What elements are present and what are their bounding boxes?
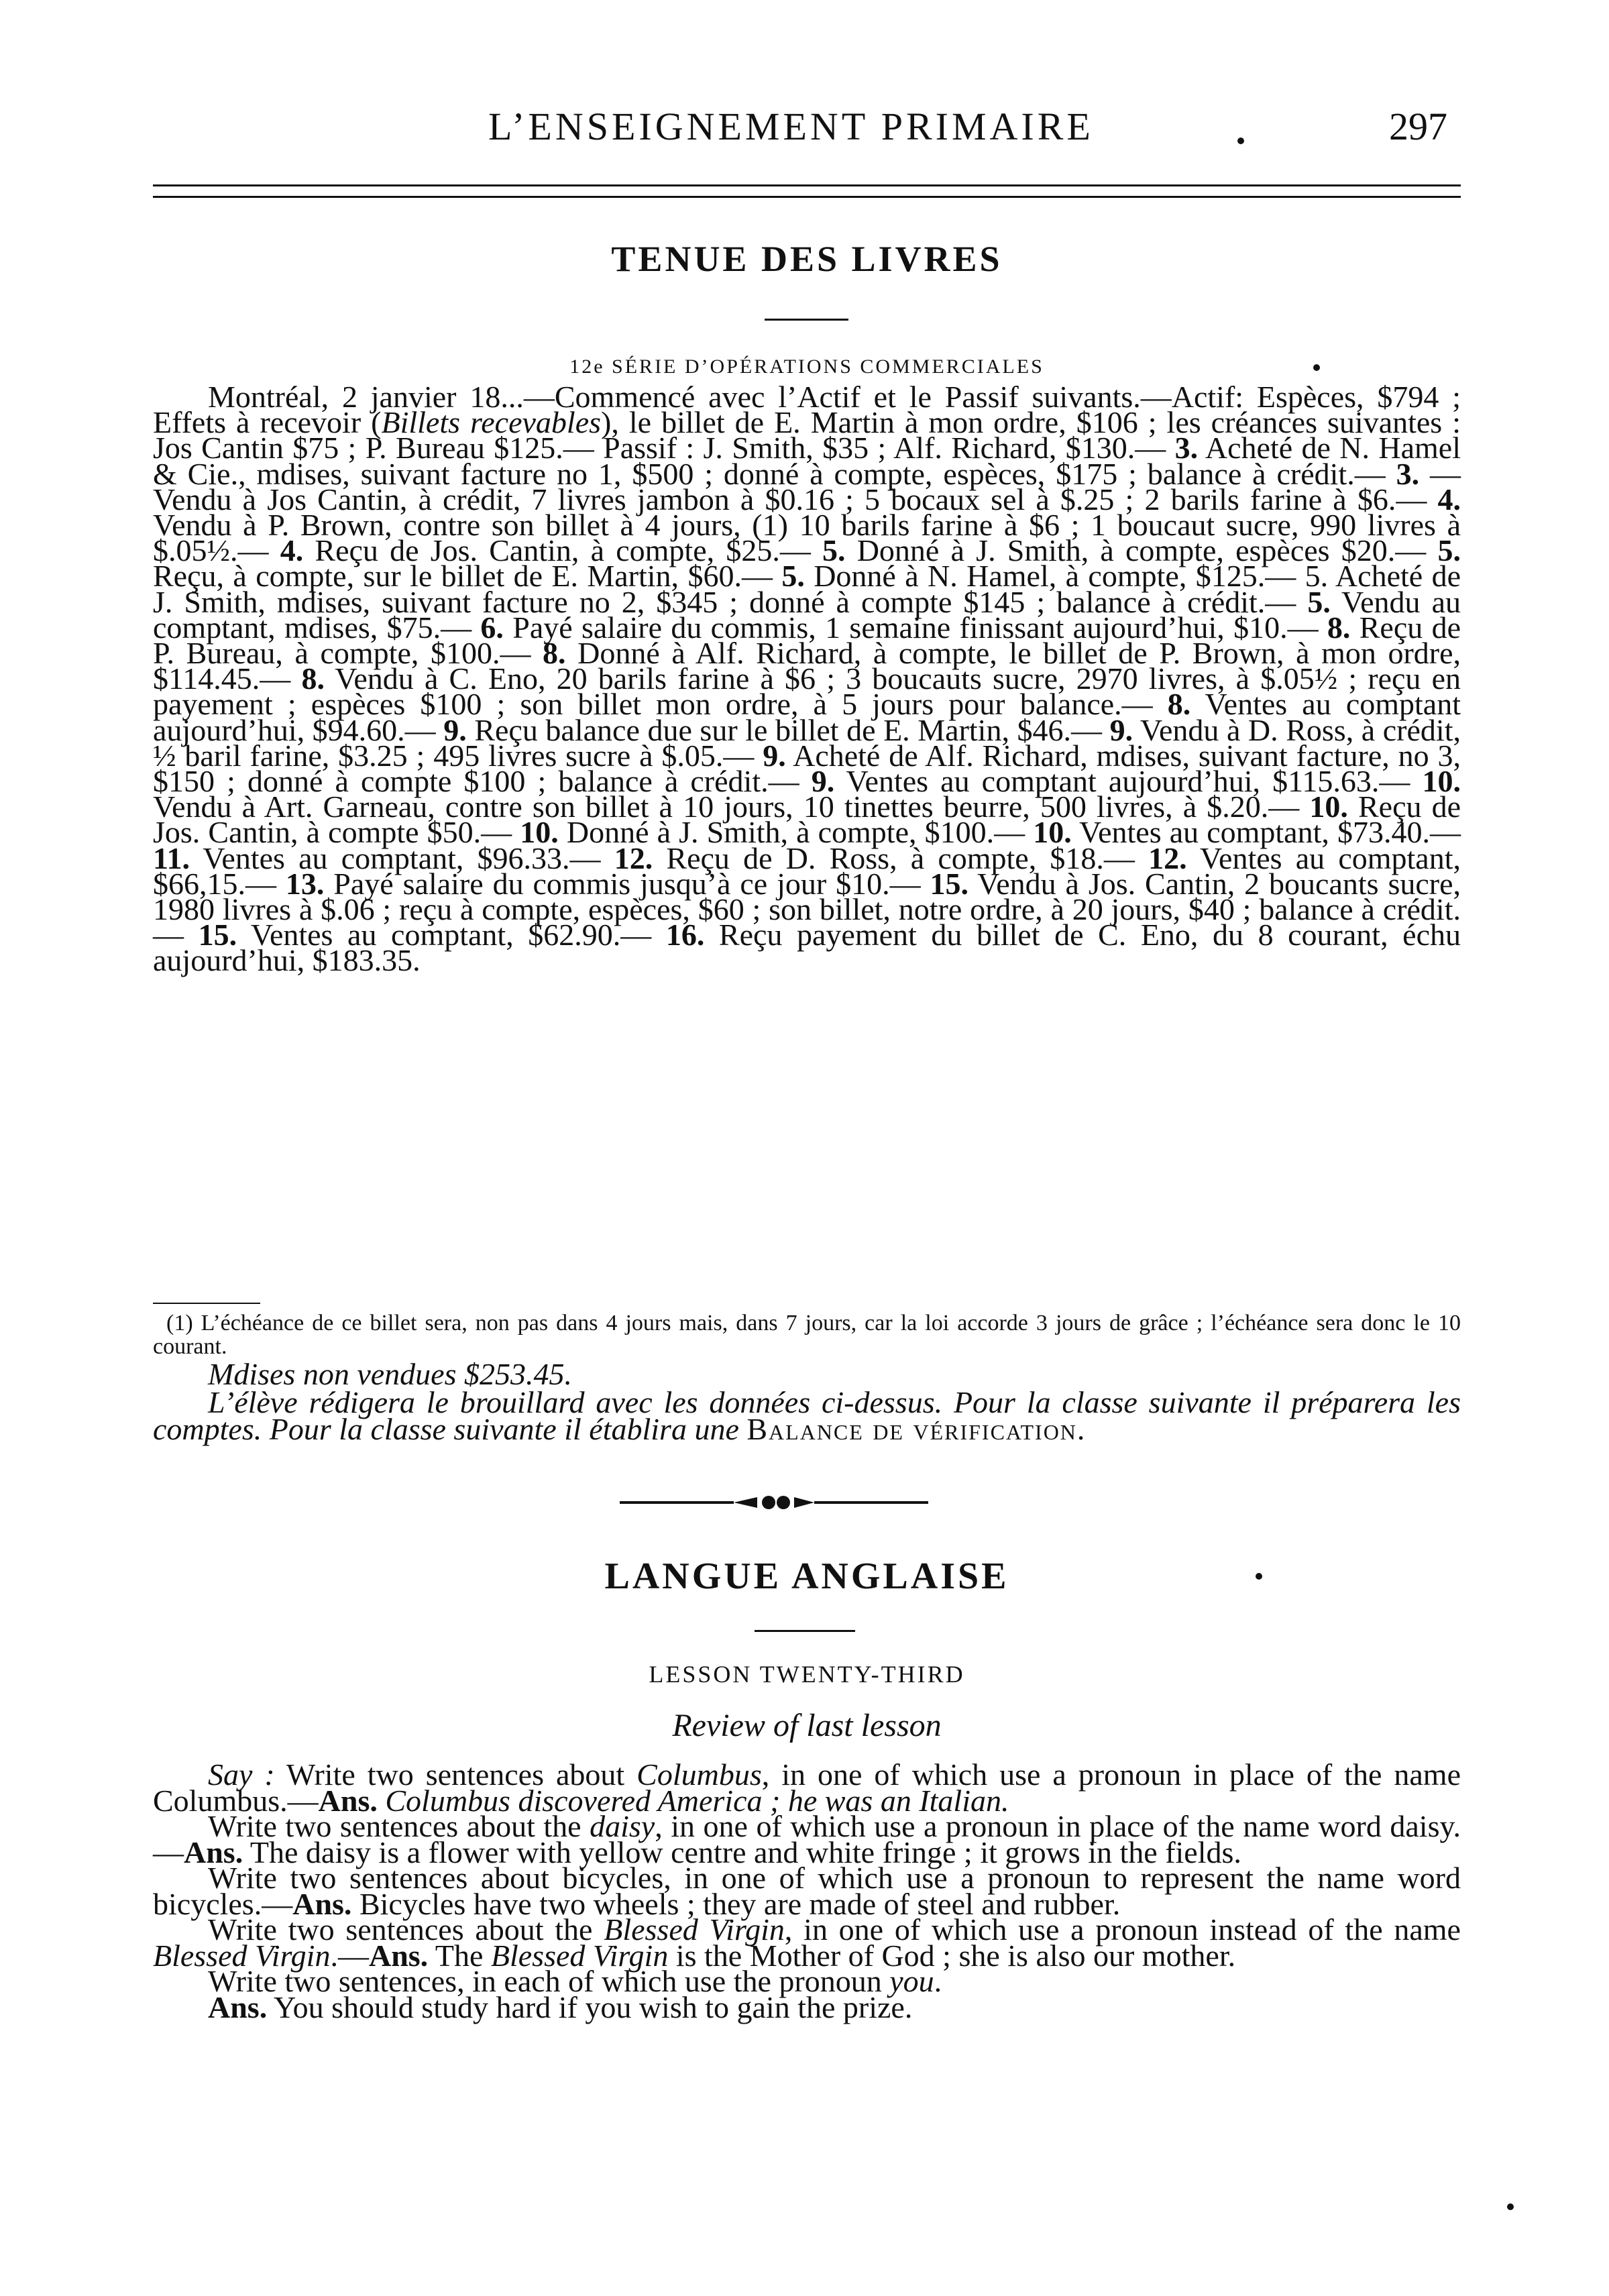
bold-run: 3. [1174, 431, 1199, 466]
bold-run: 12. [614, 840, 653, 875]
bold-run: 10. [1309, 789, 1348, 824]
bold-run: 10. [1422, 764, 1461, 799]
bold-run: 6. [480, 610, 504, 645]
bold-run: 3. [1396, 456, 1420, 491]
lesson-caption: LESSON TWENTY-THIRD [649, 1661, 965, 1688]
series-dot [1313, 364, 1320, 371]
bold-run: 9. [763, 738, 786, 773]
bold-run: Ans. [318, 1783, 378, 1818]
lesson-paragraph: Write two sentences about bicycles, in one of which use a pronoun to represent the name word bicycles.—Ans. Bicycles have two wheels ; they are made of steel and rubber. [153, 1861, 1461, 1921]
bold-run: 5. [781, 559, 805, 594]
section-ornament [620, 1492, 928, 1513]
italic-run: Billets recevables [381, 405, 602, 440]
title-rule-langue [755, 1630, 855, 1632]
lesson-body [153, 1757, 1461, 2024]
italic-run: Say : [208, 1757, 275, 1792]
italic-run: daisy [590, 1809, 655, 1843]
bold-run: Ans. [184, 1835, 243, 1869]
margin-dot [1507, 2203, 1514, 2210]
instruction-italic: L’élève rédigera le brouillard avec les données ci-dessus. Pour la classe suivante il préparera les comptes. Pour la classe suivante il établira une [153, 1385, 1461, 1446]
bold-run: 15. [198, 918, 237, 952]
bold-run: 9. [1109, 712, 1133, 747]
instruction-caps: Balance de vérification. [746, 1412, 1087, 1446]
bold-run: 9. [443, 712, 467, 747]
title-rule-tenue [765, 319, 848, 321]
italic-run: Blessed Virgin [153, 1938, 331, 1973]
bold-run: 5. [822, 533, 846, 568]
tenue-paragraph: Montréal, 2 janvier 18...—Commencé avec l’Actif et le Passif suivants.—Actif: Espèces, $794 ; Effets à recevoir (Billets recevables), le billet de E. Martin à mon ordre, $106 ; les créances suivantes : Jos Cantin $75 ; P. Bureau $125.— Passif : J. Smith, $35 ; Alf. Richard, $130.— 3. Acheté de N. Hamel & Cie., mdises, suivant facture no 1, $500 ; donné à compte, espèces, $175 ; balance à crédit.— 3. — Vendu à Jos Cantin, à crédit, 7 livres jambon à $0.16 ; 5 bocaux sel à $.25 ; 2 barils farine à $6.— 4. Vendu à P. Brown, contre son billet à 4 jours, (1) 10 barils farine à $6 ; 1 boucaut sucre, 990 livres à $.05½.— 4. Reçu de Jos. Cantin, à compte, $25.— 5. Donné à J. Smith, à compte, espèces $20.— 5. Reçu, à compte, sur le billet de E. Martin, $60.— 5. Donné à N. Hamel, à compte, $125.— 5. Acheté de J. Smith, mdises, suivant facture no 2, $345 ; donné à compte $145 ; balance à crédit.— 5. Vendu au comptant, mdises, $75.— 6. Payé salaire du commis, 1 semaine finissant aujourd’hui, $10.— 8. Reçu de P. Bureau, à compte, $100.— 8. Donné à Alf. Richard, à compte, le billet de P. Brown, à mon ordre, $114.45.— 8. Vendu à C. Eno, 20 barils farine à $6 ; 3 boucauts sucre, 2970 livres, à $.05½ ; reçu en payement ; espèces $100 ; son billet mon ordre, à 5 jours pour balance.— 8. Ventes au comptant aujourd’hui, $94.60.— 9. Reçu balance due sur le billet de E. Martin, $46.— 9. Vendu à D. Ross, à crédit, ½ baril farine, $3.25 ; 495 livres sucre à $.05.— 9. Acheté de Alf. Richard, mdises, suivant facture, no 3, $150 ; donné à compte $100 ; balance à crédit.— 9. Ventes au comptant aujourd’hui, $115.63.— 10. Vendu à Art. Garneau, contre son billet à 10 jours, 10 tinettes beurre, 500 livres, à $.20.— 10. Reçu de Jos. Cantin, à compte $50.— 10. Donné à J. Smith, à compte, $100.— 10. Ventes au comptant, $73.40.— 11. Ventes au comptant, $96.33.— 12. Reçu de D. Ross, à compte, $18.— 12. Ventes au comptant, $66,15.— 13. Payé salaire du commis jusqu’à ce jour $10.— 15. Vendu à Jos. Cantin, 2 boucants sucre, 1980 livres à $.06 ; reçu à compte, espèces, $60 ; son billet, notre ordre, à 20 jours, $40 ; balance à crédit.— 15. Ventes au comptant, $62.90.— 16. Reçu payement du billet de C. Eno, du 8 courant, échu aujourd’hui, $183.35. [153, 380, 1461, 978]
bold-run: 8. [1167, 687, 1191, 722]
page-number: 297 [1389, 105, 1447, 148]
bold-run: 8. [301, 661, 325, 696]
bold-run: 13. [285, 866, 325, 901]
running-head [153, 104, 1454, 164]
bold-run: 5. [1437, 533, 1461, 568]
instruction [153, 1385, 1461, 1446]
review-subheading: Review of last lesson [672, 1708, 942, 1743]
bold-run: Ans. [368, 1938, 429, 1973]
series-caption: 12e SÉRIE D’OPÉRATIONS COMMERCIALES [569, 356, 1044, 378]
bold-run: 10. [1033, 815, 1072, 850]
italic-run: you [889, 1964, 934, 1998]
bold-run: 10. [520, 815, 559, 850]
bold-run: 9. [811, 764, 835, 799]
bold-run: 12. [1148, 840, 1187, 875]
bold-run: 15. [930, 866, 969, 901]
lesson-paragraph: Write two sentences about the daisy, in one of which use a pronoun in place of the name word daisy.—Ans. The daisy is a flower with yellow centre and white fringe ; it grows in the fields. [153, 1809, 1461, 1869]
footnote-rule [153, 1303, 260, 1304]
bold-run: 8. [543, 636, 566, 671]
lesson-paragraph: Write two sentences about the Blessed Virgin, in one of which use a pronoun instead of the name Blessed Virgin.—Ans. The Blessed Virgin is the Mother of God ; she is also our mother. [153, 1912, 1461, 1973]
tenue-footer [153, 1311, 1461, 1446]
running-title: L’ENSEIGNEMENT PRIMAIRE [488, 105, 1094, 148]
bold-run: 5. [1307, 584, 1331, 619]
tenue-body [153, 380, 1461, 978]
bold-run: 4. [1437, 482, 1461, 516]
header-dot [1237, 138, 1244, 144]
italic-run: Columbus discovered America ; he was an Italian. [385, 1783, 1009, 1818]
italic-run: Columbus [636, 1757, 762, 1792]
header-double-rule [153, 184, 1461, 198]
bold-run: Ans. [292, 1886, 352, 1921]
bold-run: 8. [1327, 610, 1351, 645]
lesson-paragraph: Write two sentences, in each of which use the pronoun you. [208, 1964, 942, 1998]
footnote: (1) L’échéance de ce billet sera, non pas dans 4 jours mais, dans 7 jours, car la loi accorde 3 jours de grâce ; l’échéance sera donc le 10 courant. [153, 1311, 1461, 1359]
section-title-langue: LANGUE ANGLAISE [604, 1555, 1009, 1597]
bold-run: 4. [280, 533, 304, 568]
italic-run: Blessed Virgin [604, 1912, 785, 1947]
section-title-tenue: TENUE DES LIVRES [611, 239, 1003, 279]
langue-dot [1256, 1573, 1262, 1580]
bold-run: Ans. [208, 1989, 268, 2024]
italic-run: Blessed Virgin [490, 1938, 669, 1973]
bold-run: 16. [665, 918, 705, 952]
lesson-paragraph: Say : Write two sentences about Columbus, in one of which use a pronoun in place of the name Columbus.—Ans. Columbus discovered America ; he was an Italian. [153, 1757, 1461, 1818]
lesson-paragraph: Ans. You should study hard if you wish to gain the prize. [208, 1989, 913, 2024]
bold-run: 11. [153, 840, 190, 875]
mdises-line: Mdises non vendues $253.45. [208, 1357, 572, 1391]
